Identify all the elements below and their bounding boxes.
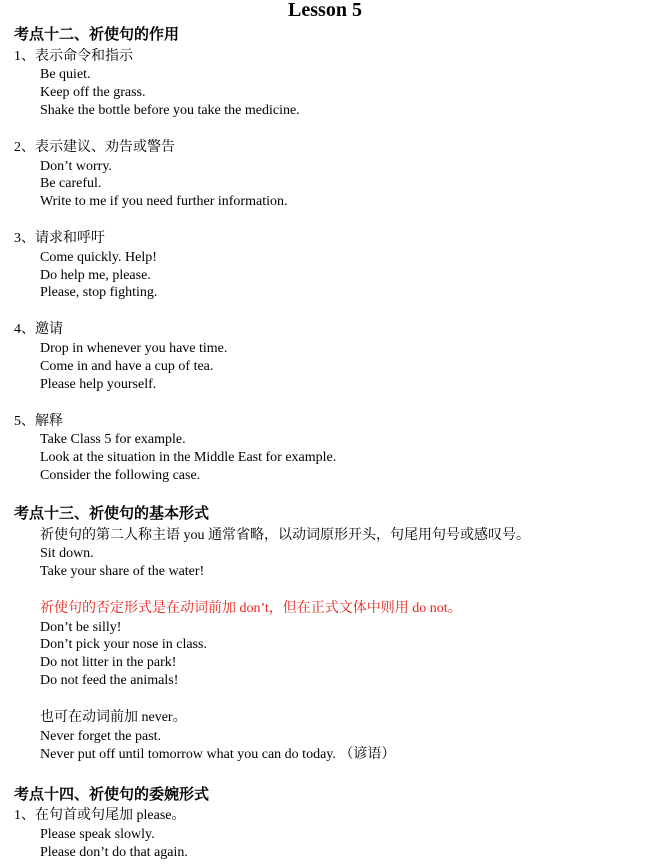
section-heading-12: 考点十二、祈使句的作用 [14, 27, 180, 43]
example-sentence: Please help yourself. [40, 377, 157, 392]
example-sentence: Do not feed the animals! [40, 673, 179, 688]
section-heading-14: 考点十四、祈使句的委婉形式 [14, 787, 210, 803]
example-sentence: Do help me, please. [40, 268, 151, 283]
example-sentence: Drop in whenever you have time. [40, 341, 228, 356]
example-sentence: Never put off until tomorrow what you can do today. （谚语） [40, 747, 396, 762]
example-sentence: Don’t worry. [40, 159, 112, 174]
example-sentence: Please don’t do that again. [40, 845, 188, 860]
example-sentence: Do not litter in the park! [40, 655, 177, 670]
example-sentence: Keep off the grass. [40, 85, 146, 100]
page-title: Lesson 5 [288, 0, 362, 21]
rule-note: 也可在动词前加 never。 [40, 710, 187, 725]
section-heading-13: 考点十三、祈使句的基本形式 [14, 506, 210, 522]
example-sentence: Be careful. [40, 176, 102, 191]
group-label: 1、在句首或句尾加 please。 [14, 808, 186, 823]
group-label: 5、解释 [14, 414, 63, 429]
example-sentence: Shake the bottle before you take the medicine. [40, 103, 300, 118]
negative-form-note: 祈使句的否定形式是在动词前加 don’t，但在正式文体中则用 do not。 [40, 601, 462, 616]
example-sentence: Please speak slowly. [40, 827, 155, 842]
example-sentence: Please, stop fighting. [40, 285, 158, 300]
example-sentence: Come quickly. Help! [40, 250, 157, 265]
example-sentence: Look at the situation in the Middle East for example. [40, 450, 337, 465]
rule-note: 祈使句的第二人称主语 you 通常省略，以动词原形开头，句尾用句号或感叹号。 [40, 528, 530, 543]
example-sentence: Consider the following case. [40, 468, 201, 483]
example-sentence: Don’t pick your nose in class. [40, 637, 207, 652]
example-sentence: Write to me if you need further information. [40, 194, 288, 209]
example-sentence: Don’t be silly! [40, 620, 122, 635]
group-label: 3、请求和呼吁 [14, 231, 105, 246]
example-sentence: Take Class 5 for example. [40, 432, 186, 447]
group-label: 1、表示命令和指示 [14, 49, 133, 64]
example-sentence: Never forget the past. [40, 729, 162, 744]
example-sentence: Be quiet. [40, 67, 91, 82]
group-label: 4、邀请 [14, 322, 63, 337]
example-sentence: Come in and have a cup of tea. [40, 359, 214, 374]
example-sentence: Sit down. [40, 546, 94, 561]
example-sentence: Take your share of the water! [40, 564, 205, 579]
group-label: 2、表示建议、劝告或警告 [14, 140, 175, 155]
